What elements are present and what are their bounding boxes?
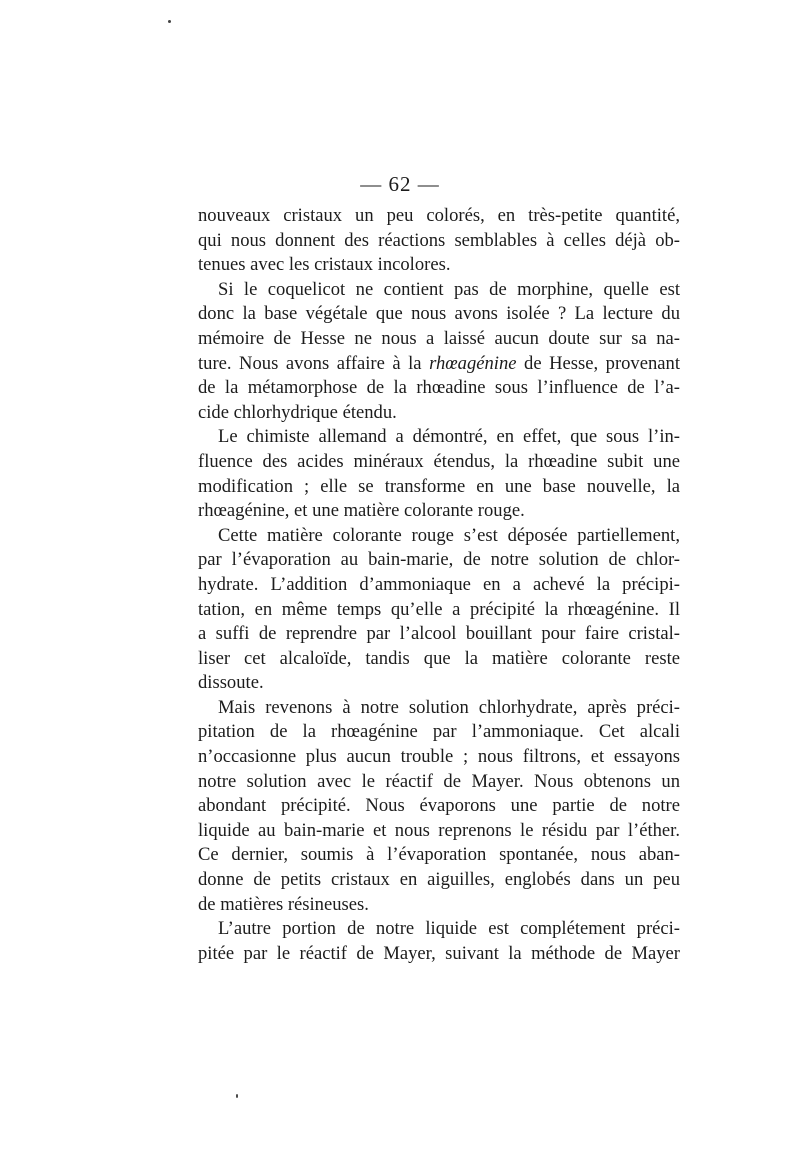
page-number: — 62 —: [360, 172, 440, 196]
text-line: Le chimiste allemand a démontré, en effet, que sous l’in-: [218, 426, 680, 448]
text-line: liquide au bain-marie et nous reprenons le résidu par l’éther.: [198, 819, 680, 841]
text-line: nouveaux cristaux un peu colorés, en très-petite quantité,: [198, 205, 680, 226]
text-line: dissoute.: [198, 672, 264, 694]
text-line: donc la base végétale que nous avons isolée ? La lecture du: [198, 303, 680, 325]
text-line: de la métamorphose de la rhœadine sous l’influence de l’a-: [198, 377, 680, 399]
text-line: cide chlorhydrique étendu.: [198, 401, 397, 423]
text-line: a suffi de reprendre par l’alcool bouillant pour faire cristal-: [198, 623, 680, 645]
paper-speck: [236, 1094, 238, 1098]
text-line: abondant précipité. Nous évaporons une partie de notre: [198, 795, 680, 817]
paper-speck: [168, 20, 171, 23]
text-line: pitation de la rhœagénine par l’ammoniaque. Cet alcali: [198, 721, 680, 743]
body-text: [198, 204, 680, 966]
text-line: tenues avec les cristaux incolores.: [198, 254, 451, 276]
text-line: par l’évaporation au bain-marie, de notre solution de chlor-: [198, 549, 680, 571]
text-line: [198, 352, 680, 377]
text-segment: de Hesse, provenant: [516, 352, 680, 374]
text-line: pitée par le réactif de Mayer, suivant la méthode de Mayer: [198, 942, 680, 964]
text-segment: ture. Nous avons affaire à la: [198, 352, 430, 374]
text-line: tation, en même temps qu’elle a précipité la rhœagénine. Il: [198, 598, 680, 620]
text-line: qui nous donnent des réactions semblables à celles déjà ob-: [198, 229, 680, 251]
text-line: modification ; elle se transforme en une base nouvelle, la: [198, 475, 680, 497]
text-line: notre solution avec le réactif de Mayer. Nous obtenons un: [198, 770, 680, 792]
text-line: mémoire de Hesse ne nous a laissé aucun doute sur sa na-: [198, 327, 680, 349]
text-line: rhœagénine, et une matière colorante rouge.: [198, 500, 525, 522]
text-line: liser cet alcaloïde, tandis que la matière colorante reste: [198, 647, 680, 669]
text-line: Ce dernier, soumis à l’évaporation spontanée, nous aban-: [198, 844, 680, 866]
text-line: fluence des acides minéraux étendus, la rhœadine subit une: [198, 450, 680, 472]
text-line: hydrate. L’addition d’ammoniaque en a achevé la précipi-: [198, 573, 680, 595]
text-line: donne de petits cristaux en aiguilles, englobés dans un peu: [198, 869, 680, 891]
text-line: Cette matière colorante rouge s’est déposée partiellement,: [218, 524, 680, 546]
text-line: de matières résineuses.: [198, 893, 369, 915]
text-line: n’occasionne plus aucun trouble ; nous filtrons, et essayons: [198, 746, 680, 768]
text-line: L’autre portion de notre liquide est complétement préci-: [218, 918, 680, 940]
text-line: Mais revenons à notre solution chlorhydrate, après préci-: [218, 696, 680, 718]
italic-term: rhœagénine: [429, 352, 517, 374]
text-line: Si le coquelicot ne contient pas de morphine, quelle est: [218, 278, 680, 300]
